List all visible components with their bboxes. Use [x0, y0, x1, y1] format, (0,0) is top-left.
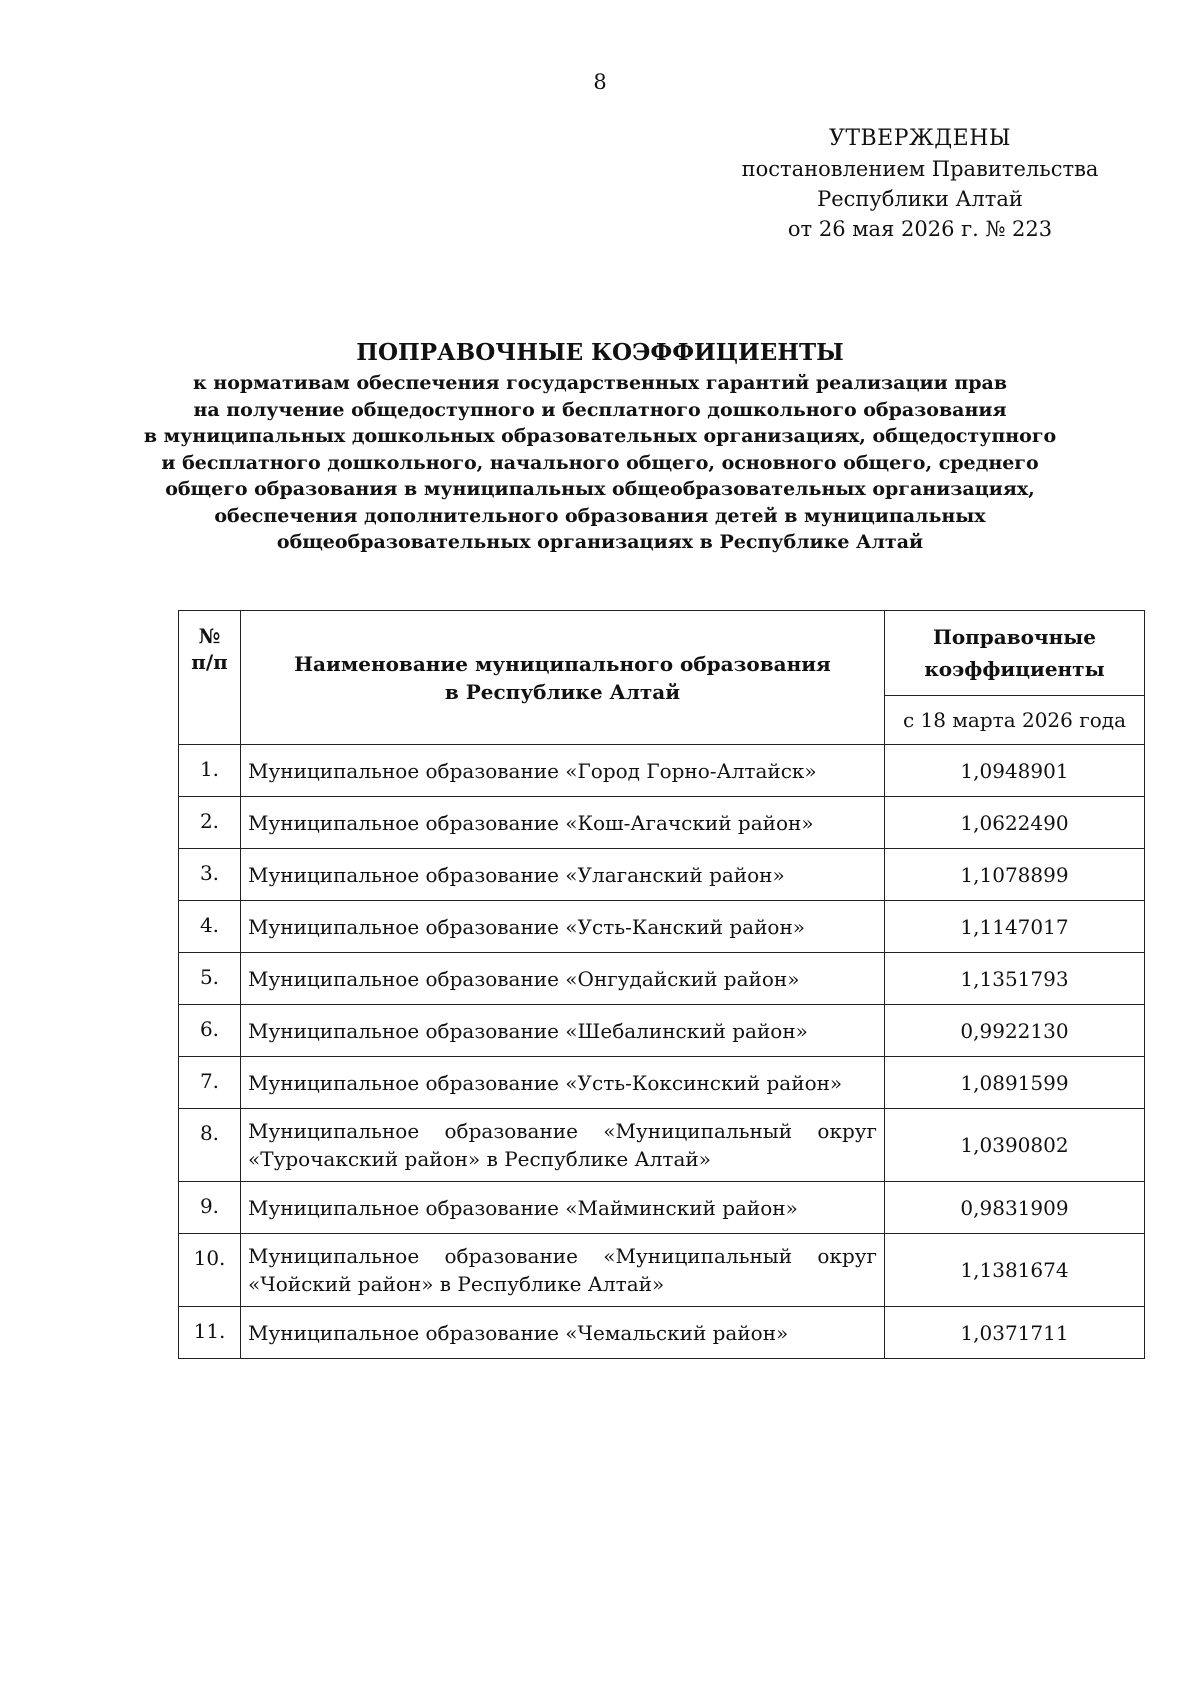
table-row — [179, 901, 1145, 953]
header-coefficients-line-1: Поправочные — [932, 625, 1097, 649]
page-number: 8 — [593, 70, 607, 94]
header-name-line-1: Наименование муниципального образования — [294, 651, 831, 676]
row-value: 1,0948901 — [885, 745, 1145, 797]
row-number: 2. — [179, 797, 241, 849]
row-name: Муниципальное образование «Усть-Коксинский район» — [241, 1057, 885, 1109]
row-name: Муниципальное образование «Онгудайский район» — [241, 953, 885, 1005]
row-number: 6. — [179, 1005, 241, 1057]
row-number: 7. — [179, 1057, 241, 1109]
approval-line-2: Республики Алтай — [817, 187, 1023, 211]
table-row — [179, 1307, 1145, 1359]
row-number: 5. — [179, 953, 241, 1005]
table-row — [179, 849, 1145, 901]
header-number-line-2: п/п — [191, 650, 228, 674]
approval-line-1: постановлением Правительства — [741, 157, 1099, 181]
row-number: 3. — [179, 849, 241, 901]
row-name: Муниципальное образование «Майминский район» — [241, 1182, 885, 1234]
row-value: 1,0390802 — [885, 1109, 1145, 1182]
row-value: 1,0371711 — [885, 1307, 1145, 1359]
document-subtitle-line: в муниципальных дошкольных образовательных организациях, общедоступного — [143, 425, 1057, 447]
table-row — [179, 797, 1145, 849]
row-value: 1,1147017 — [885, 901, 1145, 953]
document-subtitle-line: общеобразовательных организациях в Республике Алтай — [276, 531, 924, 553]
row-name: Муниципальное образование «Кош-Агачский район» — [241, 797, 885, 849]
table-row — [179, 1005, 1145, 1057]
document-subtitle-line: к нормативам обеспечения государственных гарантий реализации прав — [192, 372, 1008, 394]
table-header-row — [179, 611, 1145, 696]
table-row — [179, 1057, 1145, 1109]
row-value: 1,1351793 — [885, 953, 1145, 1005]
approval-stamp — [720, 124, 1120, 244]
document-title: ПОПРАВОЧНЫЕ КОЭФФИЦИЕНТЫ — [356, 339, 844, 366]
approval-line-3: от 26 мая 2026 г. № 223 — [787, 217, 1053, 241]
document-subtitle-line: обеспечения дополнительного образования детей в муниципальных — [214, 504, 986, 527]
row-name: Муниципальное образование «Шебалинский район» — [241, 1005, 885, 1057]
row-name: Муниципальное образование «Улаганский район» — [241, 849, 885, 901]
table-row — [179, 1234, 1145, 1307]
header-coefficients-date: с 18 марта 2026 года — [885, 696, 1145, 745]
row-number: 11. — [179, 1307, 241, 1359]
document-subtitle-line: общего образования в муниципальных общеобразовательных организациях, — [165, 478, 1035, 500]
row-number: 1. — [179, 745, 241, 797]
row-name: Муниципальное образование «Город Горно-Алтайск» — [241, 745, 885, 797]
header-name — [241, 611, 885, 745]
document-subtitle-line: и бесплатного дошкольного, начального общего, основного общего, среднего — [161, 451, 1039, 474]
row-value: 1,1078899 — [885, 849, 1145, 901]
row-name: Муниципальное образование «Муниципальный округ «Турочакский район» в Республике Алтай» — [241, 1109, 885, 1182]
row-value: 1,1381674 — [885, 1234, 1145, 1307]
row-number: 10. — [179, 1234, 241, 1307]
table-row — [179, 1182, 1145, 1234]
header-number — [179, 611, 241, 745]
row-value: 1,0622490 — [885, 797, 1145, 849]
header-name-line-2: в Республике Алтай — [444, 679, 681, 704]
header-number-line-1: № — [198, 624, 221, 648]
row-name: Муниципальное образование «Чемальский район» — [241, 1307, 885, 1359]
table-row — [179, 1109, 1145, 1182]
table-row — [179, 745, 1145, 797]
header-coefficients-line-2: коэффициенты — [924, 657, 1105, 681]
header-coefficients — [885, 611, 1145, 696]
table-row — [179, 953, 1145, 1005]
approval-title: УТВЕРЖДЕНЫ — [828, 126, 1012, 151]
coefficients-table — [178, 610, 1145, 1359]
row-number: 4. — [179, 901, 241, 953]
row-value: 1,0891599 — [885, 1057, 1145, 1109]
document-subtitle-line: на получение общедоступного и бесплатного дошкольного образования — [193, 398, 1007, 421]
row-name: Муниципальное образование «Муниципальный округ «Чойский район» в Республике Алтай» — [241, 1234, 885, 1307]
row-value: 0,9831909 — [885, 1182, 1145, 1234]
row-number: 8. — [179, 1109, 241, 1182]
row-name: Муниципальное образование «Усть-Канский район» — [241, 901, 885, 953]
row-number: 9. — [179, 1182, 241, 1234]
row-value: 0,9922130 — [885, 1005, 1145, 1057]
document-title-block — [100, 336, 1100, 556]
